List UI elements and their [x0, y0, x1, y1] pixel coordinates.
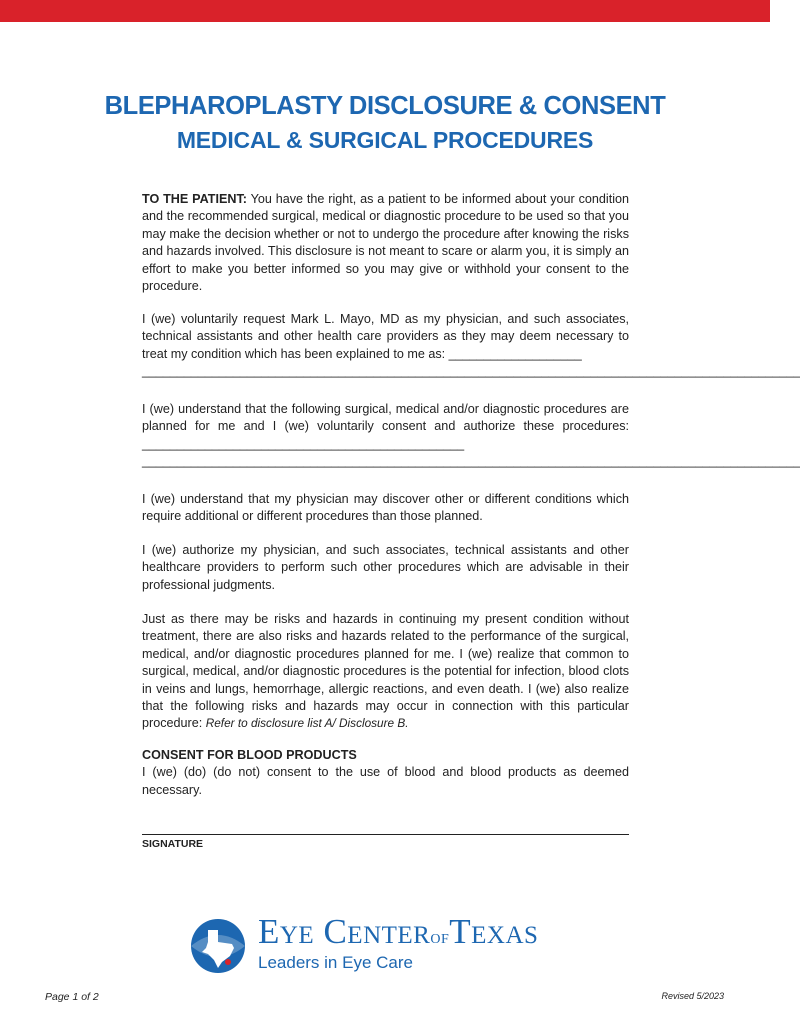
patient-text: You have the right, as a patient to be informed about your condition and the recommended surgical, medical or diagnostic procedure to be used so that you may make the decision whether or not to undergo the procedure after knowing the risks and hazards involved. This disclosure is not meant to scare or alarm you, it is simply an effort to make you better informed so you may give or withhold your consent to the procedure.	[142, 192, 630, 294]
condition-blank-line[interactable]: ______________________________________________________________________________________________	[142, 364, 800, 379]
procedures-blank-line[interactable]: ______________________________________________________________________________________________	[142, 454, 800, 469]
authorize-paragraph: I (we) authorize my physician, and such associates, technical assistants and other healthcare providers to perform such other procedures which are advisable in their professional judgments.	[142, 543, 629, 592]
eye-center-logo	[188, 912, 588, 976]
logo-wordmark	[258, 912, 538, 952]
risks-reference: Refer to disclosure list A/ Disclosure B.	[205, 716, 409, 731]
page-title: BLEPHAROPLASTY DISCLOSURE & CONSENT	[104, 92, 666, 120]
page-number: Page 1 of 2	[45, 991, 99, 1003]
discover-paragraph: I (we) understand that my physician may discover other or different conditions which require additional or different procedures than those planned.	[142, 492, 629, 524]
blood-text: I (we) (do) (do not) consent to the use of blood and blood products as deemed necessary.	[142, 765, 629, 797]
signature-label: SIGNATURE	[142, 838, 204, 850]
page-subtitle: MEDICAL & SURGICAL PROCEDURES	[176, 127, 594, 153]
risks-paragraph	[142, 611, 629, 733]
risks-text: Just as there may be risks and hazards in continuing my present condition without treatment, there are also risks and hazards related to the performance of the surgical, medical, and/or diagnostic procedures planned for me. I (we) realize that common to surgical, medical, and/or diagnostic procedures is the potential for infection, blood clots in veins and lungs, hemorrhage, allergic reactions, and even death. I (we) also realize that the following risks and hazards may occur in connection with this particular procedure:	[142, 612, 629, 731]
logo-name-part1: Eye Center	[258, 912, 431, 951]
logo-tagline: Leaders in Eye Care	[258, 953, 413, 972]
logo-name-of: of	[430, 926, 450, 948]
request-paragraph	[142, 311, 800, 381]
patient-rights-paragraph	[142, 191, 629, 295]
revision-date: Revised 5/2023	[661, 991, 724, 1001]
request-text: I (we) voluntarily request Mark L. Mayo, MD as my physician, and such associates, technical assistants and other health care providers as they may deem necessary to treat my condition which has been explained to me as:	[142, 312, 629, 361]
top-accent-bar	[0, 0, 770, 22]
logo-name-part2: Texas	[449, 912, 539, 951]
texas-eye-logo-icon	[188, 916, 248, 976]
patient-lead: TO THE PATIENT:	[142, 192, 247, 206]
procedures-text: I (we) understand that the following surgical, medical and/or diagnostic procedures are planned for me and I (we) voluntarily consent and authorize these procedures:	[142, 402, 629, 434]
blood-heading: CONSENT FOR BLOOD PRODUCTS	[142, 748, 357, 762]
procedures-blank[interactable]: ______________________________________________	[142, 436, 465, 451]
procedures-paragraph	[142, 401, 800, 471]
condition-blank[interactable]: ___________________	[448, 346, 582, 361]
signature-line[interactable]	[142, 834, 629, 835]
blood-products-section	[142, 747, 629, 799]
